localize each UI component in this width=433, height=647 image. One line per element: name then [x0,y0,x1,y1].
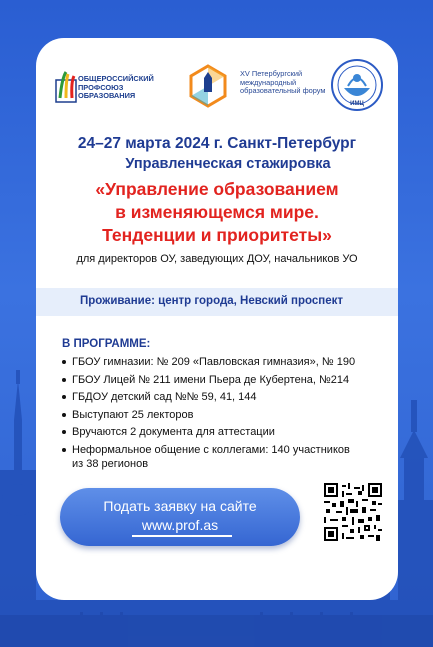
event-dates: 24–27 марта 2024 г. Санкт-Петербург [77,135,357,152]
program-item: ГБДОУ детский сад №№ 59, 41, 144 [62,390,392,404]
title-line-2: в изменяющемся мире. [115,202,319,222]
forum-logo-icon [186,64,230,108]
event-type: Управленческая стажировка [125,156,331,172]
accommodation-band [36,288,398,316]
apply-button-url: www.prof.as [141,517,219,533]
event-title [36,178,398,247]
logo-row [36,38,398,138]
url-underline [132,535,232,537]
apply-button-label: Подать заявку на сайте [103,498,257,514]
program-item: ГБОУ Лицей № 211 имени Пьера де Кубертена, №214 [62,373,392,387]
imc-emblem-icon [330,58,384,112]
program-item: Выступают 25 лекторов [62,408,392,422]
title-line-3: Тенденции и приоритеты» [102,225,332,245]
accommodation-text: Проживание: центр города, Невский проспект [80,295,343,307]
title-line-1: «Управление образованием [95,179,339,199]
program-item: Вручаются 2 документа для аттестации [62,425,392,439]
qr-code-icon[interactable] [324,483,382,541]
forum-logo-text: XV Петербургский международный образовательный форум [240,69,326,95]
event-audience: для директоров ОУ, заведующих ДОУ, начальников УО [76,253,358,265]
apply-button[interactable] [60,488,300,546]
union-logo-text: ОБЩЕРОССИЙСКИЙ ПРОФСОЮЗ ОБРАЗОВАНИЯ [78,74,154,100]
emblem-letters: ИМЦ [350,101,364,107]
union-logo-icon [54,68,78,104]
program-item: Неформальное общение с коллегами: 140 участников из 38 регионов [62,443,362,471]
announcement-card [36,38,398,600]
program-heading: В ПРОГРАММЕ: [62,338,151,350]
program-item: ГБОУ гимназии: № 209 «Павловская гимназия», № 190 [62,355,392,369]
program-list [62,355,392,475]
